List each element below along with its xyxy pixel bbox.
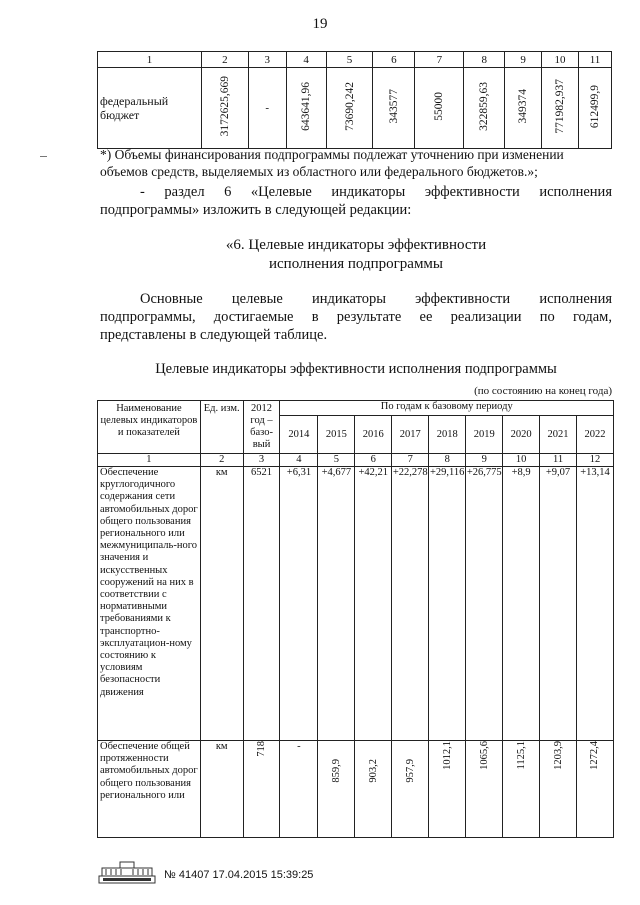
cell-value: 771982,937 xyxy=(554,79,567,134)
indicator-name: Обеспечение круглогодичного содержания сети автомобильных дорог общего пользования регионального или межмуниципаль-ного значения и искусственных сооружений на них в соответствии с нормативными требованиями к транспортно-эксплуатацион-ному состоянию к условиям безопасности движения xyxy=(98,467,201,741)
indicator-base: 6521 xyxy=(243,467,280,741)
table-cell xyxy=(579,68,612,149)
indicator-value-cell xyxy=(429,741,466,838)
col-number: 1 xyxy=(98,52,202,68)
margin-mark xyxy=(40,156,47,157)
col-number: 6 xyxy=(373,52,415,68)
section-line-1: - раздел 6 «Целевые индикаторы эффективности исполнения xyxy=(140,184,612,200)
document-stamp: № 41407 17.04.2015 15:39:25 xyxy=(164,869,314,881)
table-cell xyxy=(415,68,464,149)
heading-line-1: «6. Целевые индикаторы эффективности xyxy=(225,237,487,253)
table-note: (по состоянию на конец года) xyxy=(474,385,612,397)
col-number: 6 xyxy=(355,454,392,467)
cell-value: 343577 xyxy=(387,89,400,124)
indicator-value-cell xyxy=(392,741,429,838)
cell-value: 643641,96 xyxy=(300,82,313,131)
col-number: 2 xyxy=(201,52,248,68)
indicator-value: +22,278 xyxy=(392,467,429,741)
paragraph-line-3: представлены в следующей таблице. xyxy=(100,327,328,343)
table-row xyxy=(98,467,614,741)
indicator-value: +4,677 xyxy=(318,467,355,741)
col-header-name: Наименование целевых индикаторов и показателей xyxy=(98,401,201,454)
col-number: 3 xyxy=(243,454,280,467)
section-line-2: подпрограммы» изложить в следующей редакции: xyxy=(100,202,412,218)
col-number: 1 xyxy=(98,454,201,467)
indicator-value-cell xyxy=(355,741,392,838)
table-cell xyxy=(373,68,415,149)
table-cell xyxy=(542,68,579,149)
cell-value: 612499,9 xyxy=(589,84,601,129)
year-header: 2017 xyxy=(392,416,429,454)
cell-value: 3172625,669 xyxy=(218,76,231,137)
paragraph-line-2: подпрограммы, достигаемые в результате ее реализации по годам, xyxy=(100,309,612,325)
col-header-years-group: По годам к базовому периоду xyxy=(280,401,614,416)
table-cell xyxy=(505,68,542,149)
col-number: 5 xyxy=(326,52,373,68)
indicator-value: 1125,1 xyxy=(515,741,527,770)
indicator-value: 1272,4 xyxy=(589,741,601,770)
indicator-base: 718 xyxy=(256,741,268,757)
indicator-value: +9,07 xyxy=(540,467,577,741)
heading-line-2: исполнения подпрограммы xyxy=(268,256,444,272)
col-number: 2 xyxy=(200,454,243,467)
cell-value: 322859,63 xyxy=(478,82,491,131)
indicator-value-cell xyxy=(318,741,355,838)
year-header: 2019 xyxy=(466,416,503,454)
cell-value: 55000 xyxy=(433,92,446,121)
table-row xyxy=(98,68,612,149)
indicator-value: 859,9 xyxy=(330,759,342,783)
indicators-table xyxy=(97,400,614,838)
table-header-row xyxy=(98,401,614,416)
indicator-value: 1065,6 xyxy=(478,741,490,770)
indicator-value-cell xyxy=(576,741,613,838)
paragraph-line-1: Основные целевые индикаторы эффективности исполнения xyxy=(140,291,612,307)
cell-value: 349374 xyxy=(517,89,530,124)
year-header: 2020 xyxy=(503,416,540,454)
indicator-unit: км xyxy=(200,741,243,838)
year-header: 2021 xyxy=(540,416,577,454)
indicator-value: 1203,9 xyxy=(552,741,564,770)
indicator-value-cell xyxy=(540,741,577,838)
indicator-value: +42,21 xyxy=(355,467,392,741)
indicator-value: +26,775 xyxy=(466,467,503,741)
financing-table xyxy=(97,51,612,149)
col-number: 9 xyxy=(505,52,542,68)
cell-value: 73690,242 xyxy=(343,82,356,131)
col-number: 11 xyxy=(540,454,577,467)
col-number: 7 xyxy=(392,454,429,467)
indicator-value-cell xyxy=(503,741,540,838)
year-header: 2014 xyxy=(280,416,318,454)
cell-value: - xyxy=(265,102,270,114)
indicator-value: +8,9 xyxy=(503,467,540,741)
page-number: 19 xyxy=(312,16,328,32)
row-label: федеральный бюджет xyxy=(98,68,202,149)
indicator-base-cell xyxy=(243,741,280,838)
col-number: 10 xyxy=(542,52,579,68)
indicator-value-cell xyxy=(280,741,318,838)
indicator-unit: км xyxy=(200,467,243,741)
table-cell xyxy=(464,68,505,149)
table-cell xyxy=(201,68,248,149)
indicator-value: 1012,1 xyxy=(441,741,453,770)
indicator-value: 903,2 xyxy=(367,759,379,783)
indicator-value: 957,9 xyxy=(404,759,416,783)
table-cell xyxy=(286,68,326,149)
col-number: 10 xyxy=(503,454,540,467)
indicator-value: +6,31 xyxy=(280,467,318,741)
col-number: 12 xyxy=(576,454,613,467)
indicator-value: - xyxy=(297,741,301,752)
col-number: 9 xyxy=(466,454,503,467)
col-number: 5 xyxy=(318,454,355,467)
footnote: *) Объемы финансирования подпрограммы подлежат уточнению при изменении объемов средств, выделяемых из областного или федерального бюджетов.»; xyxy=(100,147,564,179)
year-header: 2018 xyxy=(429,416,466,454)
column-number-row xyxy=(98,454,614,467)
year-header: 2022 xyxy=(576,416,613,454)
table-row xyxy=(98,741,614,838)
indicator-value-cell xyxy=(466,741,503,838)
table-title: Целевые индикаторы эффективности исполнения подпрограммы xyxy=(155,361,557,377)
year-header: 2016 xyxy=(355,416,392,454)
col-number: 8 xyxy=(429,454,466,467)
year-header: 2015 xyxy=(318,416,355,454)
col-header-base: 2012 год – базо-вый xyxy=(243,401,280,454)
table-cell xyxy=(326,68,373,149)
col-number: 3 xyxy=(248,52,286,68)
indicator-value: +29,116 xyxy=(429,467,466,741)
col-number: 4 xyxy=(286,52,326,68)
col-number: 7 xyxy=(415,52,464,68)
table-cell xyxy=(248,68,286,149)
col-number: 8 xyxy=(464,52,505,68)
col-number: 4 xyxy=(280,454,318,467)
indicator-name: Обеспечение общей протяженности автомобильных дорог общего пользования регионального или xyxy=(98,741,201,838)
col-number: 11 xyxy=(579,52,612,68)
financing-table-header xyxy=(98,52,612,68)
building-stamp-icon xyxy=(98,859,156,885)
col-header-unit: Ед. изм. xyxy=(200,401,243,454)
indicator-value: +13,14 xyxy=(576,467,613,741)
